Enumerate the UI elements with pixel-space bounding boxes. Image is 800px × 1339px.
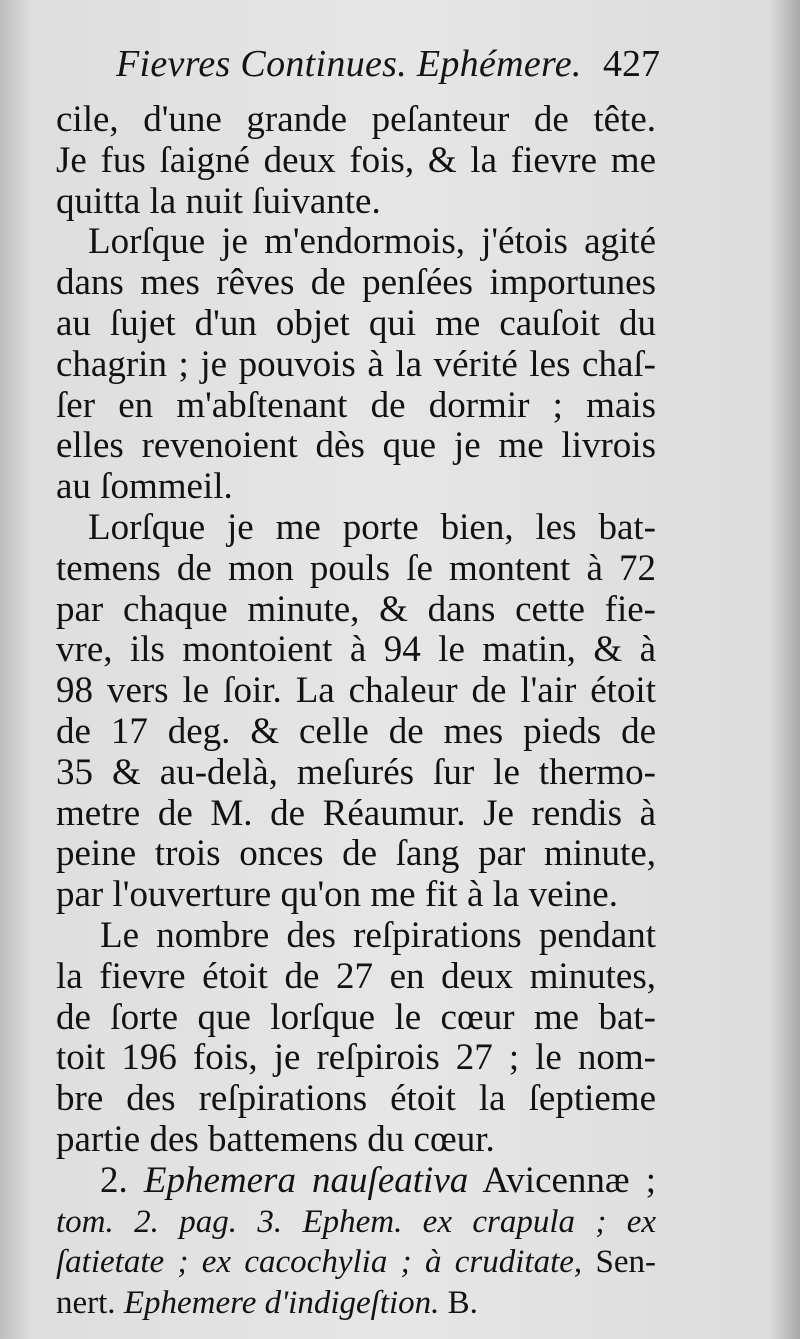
body-text: [56, 100, 656, 1324]
footnote-letter: B.: [439, 1285, 478, 1322]
text-line: ſer en m'abſtenant de dormir ; mais: [56, 384, 656, 426]
text-line: elles revenoient dès que je me livrois: [56, 425, 656, 467]
text-line: dans mes rêves de penſées importunes: [56, 262, 656, 304]
footnote-causes: ſatietate ; ex cacochylia ; à cruditate,: [56, 1244, 583, 1281]
text-line: partie des battemens du cœur.: [56, 1118, 495, 1160]
text-line: toit 196 fois, je reſpirois 27 ; le nom-: [56, 1037, 656, 1079]
text-line: vre, ils montoient à 94 le matin, & à: [56, 629, 656, 671]
footnote-line: [56, 1283, 656, 1324]
text-line: 35 & au-delà, meſurés ſur le thermo-: [56, 751, 656, 793]
footnote-line: tom. 2. pag. 3. Ephem. ex crapula ; ex: [56, 1203, 656, 1240]
text-line: la fievre étoit de 27 en deux minutes,: [56, 955, 656, 997]
running-title: Fievres Continues. Ephémere.: [116, 43, 582, 85]
text-line: cile, d'une grande peſanteur de tête.: [56, 99, 656, 140]
footnote-term: Ephemera nauſeativa: [143, 1159, 469, 1201]
text-line: au ſommeil.: [56, 466, 233, 508]
page-number: 427: [603, 43, 660, 85]
text-line: temens de mon pouls ſe montent à 72: [56, 547, 656, 589]
text-line: Lorſque je m'endormois, j'étois agité: [88, 221, 656, 263]
footnote-number: 2.: [100, 1159, 144, 1201]
text-line: metre de M. de Réaumur. Je rendis à: [56, 792, 656, 834]
text-line: quitta la nuit ſuivante.: [56, 180, 381, 222]
text-line: de 17 deg. & celle de mes pieds de: [56, 710, 656, 752]
footnote-author: Sen-: [582, 1244, 656, 1281]
text-line: par chaque minute, & dans cette fie-: [56, 588, 656, 630]
text-line: chagrin ; je pouvois à la vérité les chaſ-: [56, 343, 656, 385]
footnote-line: [56, 1161, 656, 1202]
text-line: Le nombre des reſpirations pendant: [100, 914, 656, 956]
footnote-author: nert.: [56, 1285, 124, 1322]
footnote-author: Avicennæ ;: [468, 1159, 657, 1201]
footnote-term: Ephemere d'indigeſtion.: [123, 1285, 440, 1322]
text-line: Je fus ſaigné deux fois, & la fievre me: [56, 139, 656, 181]
text-line: de ſorte que lorſque le cœur me bat-: [56, 996, 656, 1038]
text-line: Lorſque je me porte bien, les bat-: [88, 506, 656, 548]
text-line: 98 vers le ſoir. La chaleur de l'air étoit: [56, 670, 656, 712]
footnote-line: [56, 1242, 656, 1283]
text-line: bre des reſpirations étoit la ſeptieme: [56, 1078, 656, 1120]
text-line: peine trois onces de ſang par minute,: [56, 833, 656, 875]
running-head: [60, 42, 660, 94]
text-line: par l'ouverture qu'on me fit à la veine.: [56, 874, 618, 916]
text-line: au ſujet d'un objet qui me cauſoit du: [56, 302, 656, 344]
